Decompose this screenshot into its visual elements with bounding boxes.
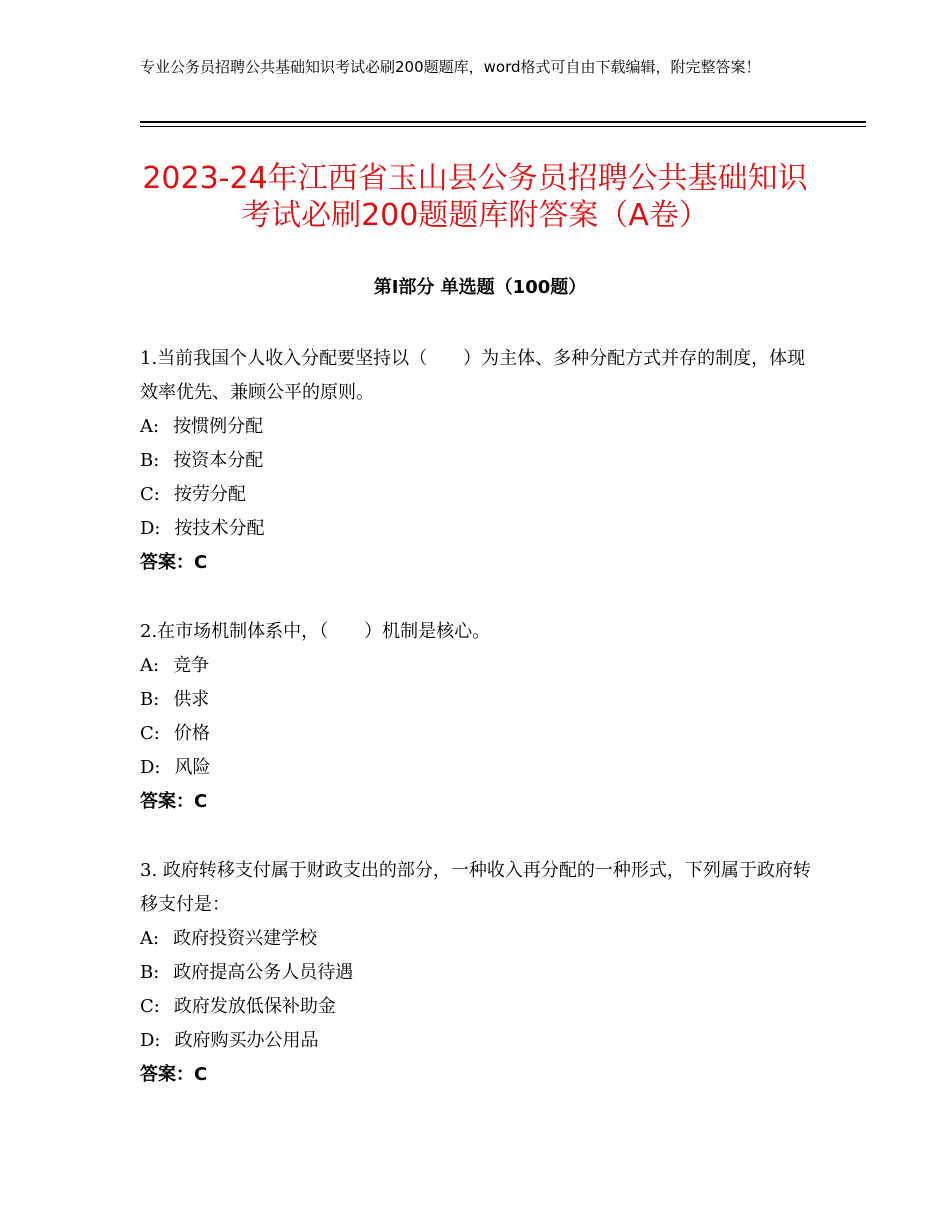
option-text: 政府发放低保补助金 [173,996,336,1017]
answer-value: C [194,1064,208,1085]
answer-value: C [194,791,208,812]
option-key: C: [140,996,160,1017]
option-text: 政府投资兴建学校 [173,928,318,949]
question-1-option-a [140,410,263,444]
option-text: 竞争 [173,655,210,676]
option-key: B: [140,450,160,471]
question-1-answer [140,546,207,580]
option-text: 按资本分配 [173,450,264,471]
question-3-option-b [140,956,353,990]
header-rule-thick [140,121,866,123]
question-2-option-b [140,683,209,717]
option-text: 按技术分配 [174,518,265,539]
section-title: 第Ⅰ部分 单选题（100题） [373,277,587,298]
question-3-option-a [140,922,317,956]
question-2-option-c [140,717,210,751]
question-2-answer [140,785,207,819]
question-3-stem: 3. 政府转移支付属于财政支出的部分，一种收入再分配的一种形式，下列属于政府转移支付是： [140,860,811,915]
header-note: 专业公务员招聘公共基础知识考试必刷200题题库，word格式可自由下载编辑，附完整答案！ [140,58,761,76]
question-1-option-b [140,444,263,478]
question-2-stem: 2.在市场机制体系中，（ ）机制是核心。 [140,621,491,642]
option-key: A: [140,928,160,949]
document-title: 2023-24年江西省玉山县公务员招聘公共基础知识考试必刷200题题库附答案（A卷） [142,161,808,233]
question-2-option-a [140,649,209,683]
question-3-option-d [140,1024,319,1058]
option-text: 按惯例分配 [173,416,264,437]
question-2-option-d [140,751,211,785]
answer-label: 答案： [140,1064,194,1085]
question-1-option-d [140,512,265,546]
option-key: A: [140,416,160,437]
answer-value: C [194,552,208,573]
option-text: 价格 [173,723,210,744]
option-text: 按劳分配 [173,484,246,505]
option-key: D: [140,518,161,539]
option-key: C: [140,723,160,744]
answer-label: 答案： [140,552,194,573]
question-3-option-c [140,990,336,1024]
option-key: D: [140,1030,161,1051]
option-key: B: [140,689,160,710]
option-key: B: [140,962,160,983]
option-key: A: [140,655,160,676]
option-key: C: [140,484,160,505]
question-3-answer [140,1058,207,1092]
option-text: 供求 [173,689,210,710]
header-rule-thin [140,126,866,127]
answer-label: 答案： [140,791,194,812]
option-key: D: [140,757,161,778]
option-text: 风险 [174,757,211,778]
question-1-option-c [140,478,246,512]
option-text: 政府提高公务人员待遇 [173,962,354,983]
option-text: 政府购买办公用品 [174,1030,319,1051]
question-1-stem: 1.当前我国个人收入分配要坚持以（ ）为主体、多种分配方式并存的制度，体现效率优先、兼顾公平的原则。 [140,348,806,403]
